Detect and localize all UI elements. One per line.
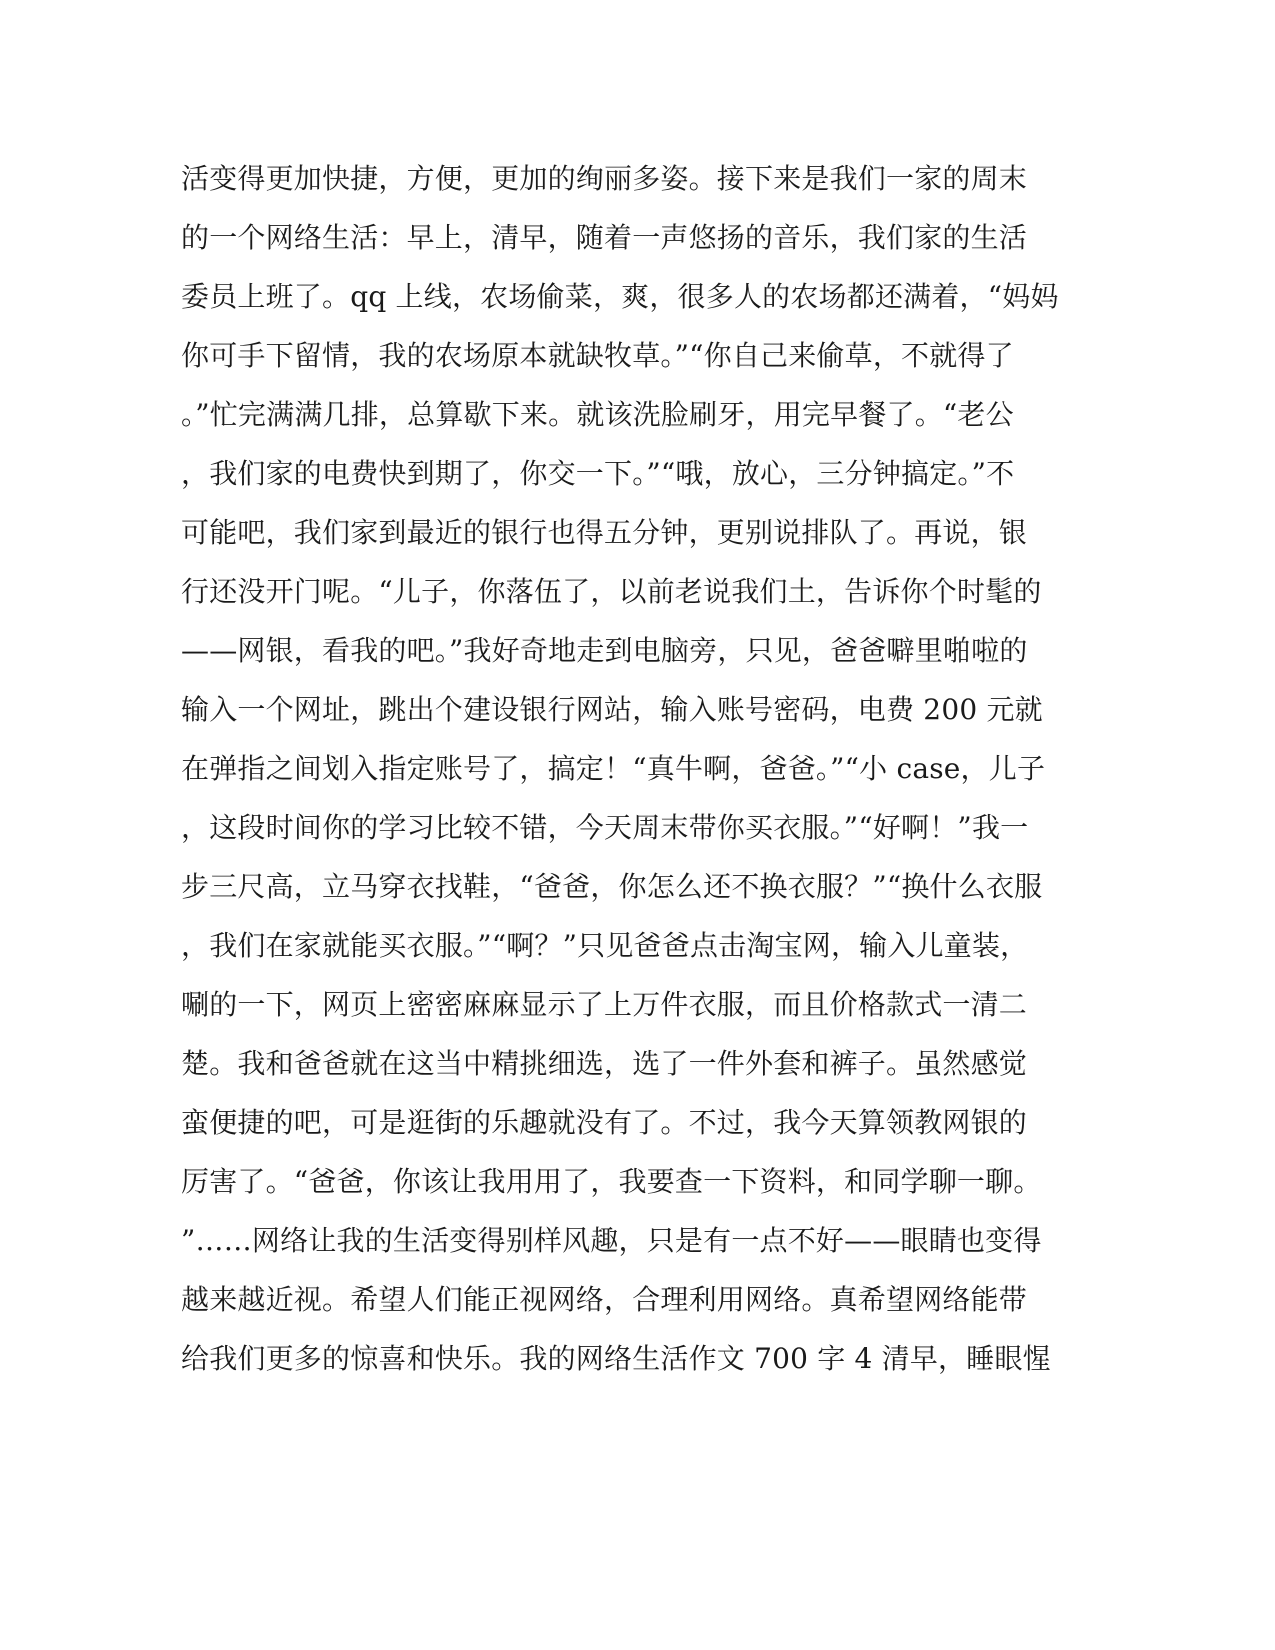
text-line: 蛮便捷的吧，可是逛街的乐趣就没有了。不过，我今天算领教网银的 bbox=[181, 1106, 1028, 1139]
text-line: ——网银，看我的吧。”我好奇地走到电脑旁，只见，爸爸噼里啪啦的 bbox=[181, 634, 1028, 667]
text-line: ，这段时间你的学习比较不错，今天周末带你买衣服。”“好啊！”我一 bbox=[181, 811, 1029, 844]
text-line: 。”忙完满满几排，总算歇下来。就该洗脸刷牙，用完早餐了。“老公 bbox=[181, 398, 1014, 431]
text-line: 步三尺高，立马穿衣找鞋，“爸爸，你怎么还不换衣服？”“换什么衣服 bbox=[181, 870, 1043, 903]
text-line: ，我们家的电费快到期了，你交一下。”“哦，放心，三分钟搞定。”不 bbox=[181, 457, 1015, 490]
text-line: 厉害了。“爸爸，你该让我用用了，我要查一下资料，和同学聊一聊。 bbox=[181, 1165, 1042, 1198]
text-line: ，我们在家就能买衣服。”“啊？”只见爸爸点击淘宝网，输入儿童装， bbox=[181, 929, 1029, 962]
text-line: 可能吧，我们家到最近的银行也得五分钟，更别说排队了。再说，银 bbox=[181, 516, 1028, 549]
text-line: 越来越近视。希望人们能正视网络，合理利用网络。真希望网络能带 bbox=[181, 1283, 1028, 1316]
text-line: 唰的一下，网页上密密麻麻显示了上万件衣服，而且价格款式一清二 bbox=[181, 988, 1028, 1021]
text-line: 活变得更加快捷，方便，更加的绚丽多姿。接下来是我们一家的周末 bbox=[181, 162, 1028, 195]
text-line: 的一个网络生活：早上，清早，随着一声悠扬的音乐，我们家的生活 bbox=[181, 221, 1028, 254]
text-line: ”……网络让我的生活变得别样风趣，只是有一点不好——眼睛也变得 bbox=[181, 1224, 1042, 1257]
text-line: 委员上班了。qq 上线，农场偷菜，爽，很多人的农场都还满着，“妈妈 bbox=[181, 280, 1059, 313]
text-line: 给我们更多的惊喜和快乐。我的网络生活作文 700 字 4 清早，睡眼惺 bbox=[181, 1342, 1051, 1375]
text-line: 楚。我和爸爸就在这当中精挑细选，选了一件外套和裤子。虽然感觉 bbox=[181, 1047, 1028, 1080]
text-line: 输入一个网址，跳出个建设银行网站，输入账号密码，电费 200 元就 bbox=[181, 693, 1043, 726]
text-line: 你可手下留情，我的农场原本就缺牧草。”“你自己来偷草，不就得了 bbox=[181, 339, 1014, 372]
text-line: 行还没开门呢。“儿子，你落伍了，以前老说我们土，告诉你个时髦的 bbox=[181, 575, 1042, 608]
text-line: 在弹指之间划入指定账号了，搞定！“真牛啊，爸爸。”“小 case，儿子 bbox=[181, 752, 1046, 785]
